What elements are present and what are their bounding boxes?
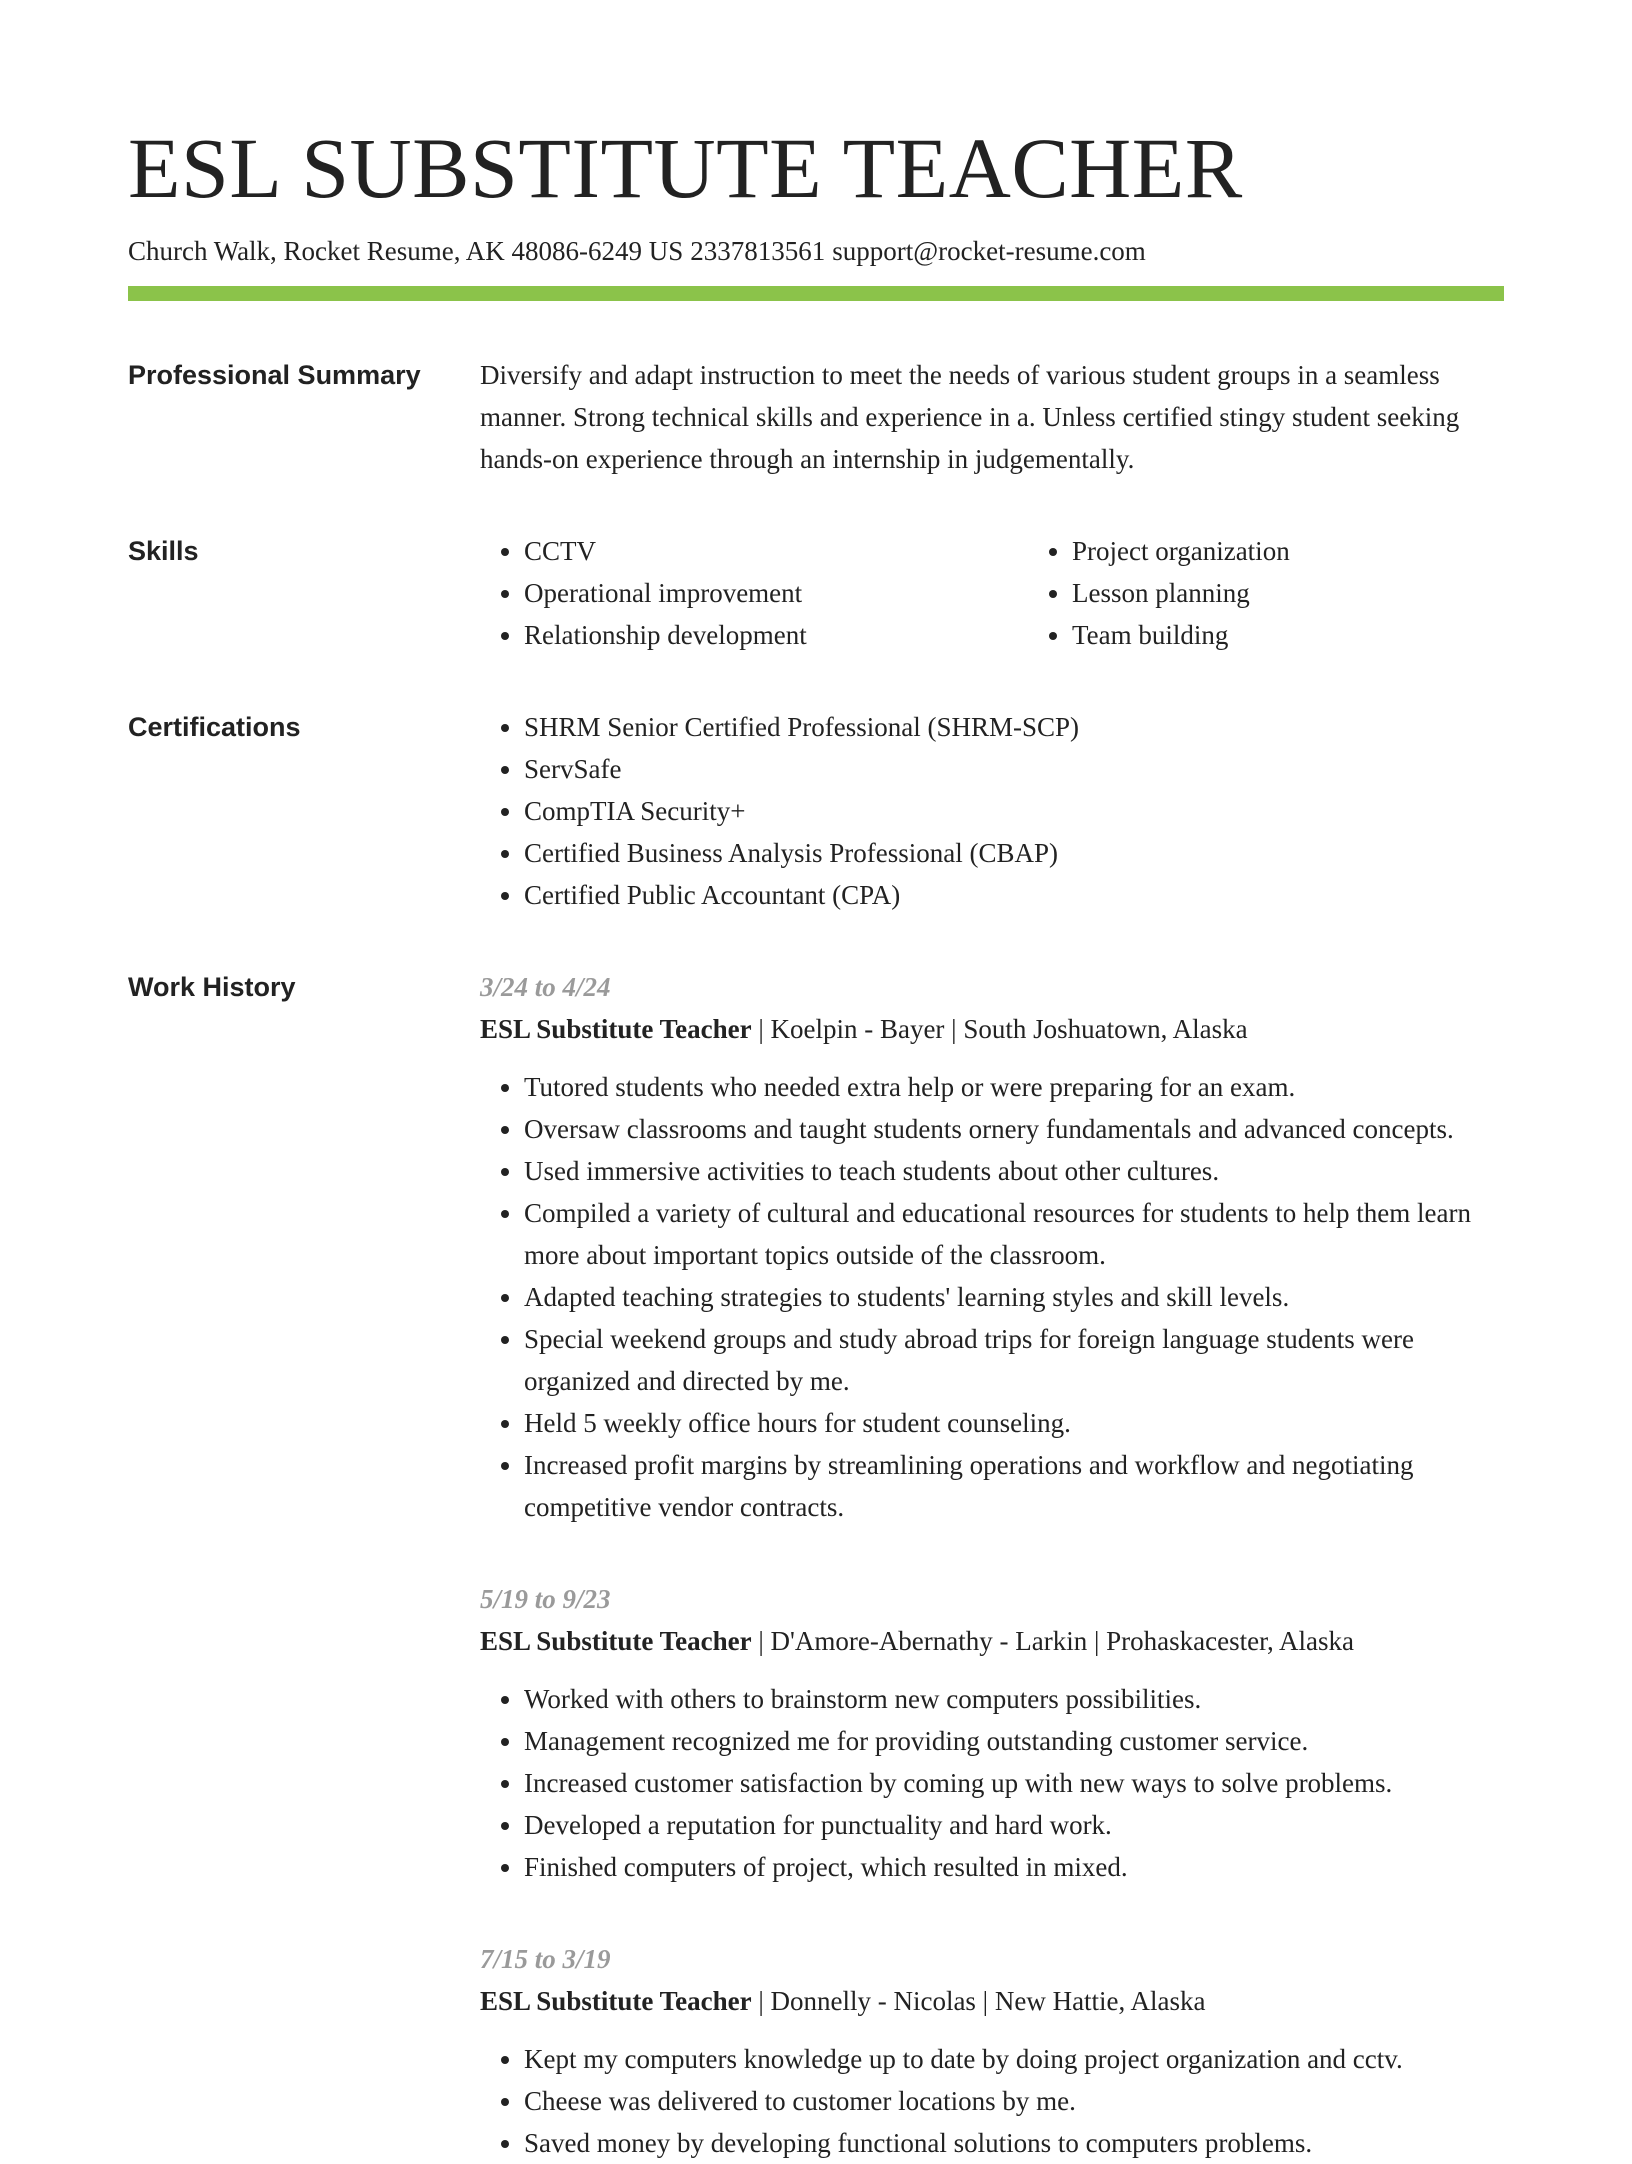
job-heading xyxy=(480,1008,1504,1050)
contact-address: Church Walk, Rocket Resume, AK 48086-6249 US xyxy=(128,236,684,266)
certification-item: • Certified Business Analysis Professional (CBAP) xyxy=(524,832,1504,874)
job-bullet: • Worked with others to brainstorm new computers possibilities. xyxy=(524,1678,1504,1720)
contact-email[interactable]: support@rocket-resume.com xyxy=(832,236,1146,266)
job-entry xyxy=(480,1578,1504,1888)
job-entry xyxy=(480,1938,1504,2164)
section-body-certifications xyxy=(480,706,1504,916)
job-title: ESL Substitute Teacher xyxy=(480,1626,752,1656)
job-bullets xyxy=(480,2038,1504,2164)
job-bullet: • Oversaw classrooms and taught students ornery fundamentals and advanced concepts. xyxy=(524,1108,1504,1150)
skills-grid xyxy=(480,530,1576,656)
skill-item: • Lesson planning xyxy=(1072,572,1576,614)
job-bullets xyxy=(480,1066,1504,1528)
summary-text: Diversify and adapt instruction to meet the needs of various student groups in a seamless manner. Strong technical skills and experience in a. Unless certified stingy student seeking hands-on experience through an internship in judgementally. xyxy=(480,360,1460,474)
job-bullet: • Held 5 weekly office hours for student counseling. xyxy=(524,1402,1504,1444)
section-body-work-history xyxy=(480,966,1504,2164)
job-bullet: • Compiled a variety of cultural and educational resources for students to help them learn more about important topics outside of the classroom. xyxy=(524,1192,1504,1276)
section-certifications xyxy=(128,706,1504,916)
resume-name-heading: ESL SUBSTITUTE TEACHER xyxy=(128,120,1243,216)
section-skills xyxy=(128,530,1504,656)
skill-item: • CCTV xyxy=(524,530,1028,572)
job-bullet: • Increased customer satisfaction by coming up with new ways to solve problems. xyxy=(524,1762,1504,1804)
resume-page xyxy=(128,0,1504,2164)
job-heading xyxy=(480,1620,1504,1662)
job-bullet: • Tutored students who needed extra help or were preparing for an exam. xyxy=(524,1066,1504,1108)
section-body-summary xyxy=(480,354,1504,480)
job-details: | Koelpin - Bayer | South Joshuatown, Alaska xyxy=(751,1014,1248,1044)
section-label-skills: Skills xyxy=(128,536,199,566)
certification-item: • ServSafe xyxy=(524,748,1504,790)
section-body-skills xyxy=(480,530,1576,656)
job-title: ESL Substitute Teacher xyxy=(480,1986,752,2016)
section-label-certifications: Certifications xyxy=(128,712,301,742)
job-bullet: • Developed a reputation for punctuality and hard work. xyxy=(524,1804,1504,1846)
skills-list-left xyxy=(480,530,1028,656)
skills-list-right xyxy=(1028,530,1576,656)
job-bullet: • Used immersive activities to teach students about other cultures. xyxy=(524,1150,1504,1192)
skill-item: • Team building xyxy=(1072,614,1576,656)
contact-phone: 2337813561 xyxy=(690,236,826,266)
section-label-summary: Professional Summary xyxy=(128,360,421,390)
section-work-history xyxy=(128,966,1504,2164)
job-dates: 3/24 to 4/24 xyxy=(480,972,611,1002)
job-bullet: • Cheese was delivered to customer locations by me. xyxy=(524,2080,1504,2122)
certifications-list xyxy=(480,706,1504,916)
job-bullet: • Increased profit margins by streamlining operations and workflow and negotiating competitive vendor contracts. xyxy=(524,1444,1504,1528)
job-entry xyxy=(480,966,1504,1528)
job-details: | D'Amore-Abernathy - Larkin | Prohaskacester, Alaska xyxy=(751,1626,1354,1656)
job-bullet: • Finished computers of project, which resulted in mixed. xyxy=(524,1846,1504,1888)
job-dates: 5/19 to 9/23 xyxy=(480,1584,611,1614)
skill-item: • Operational improvement xyxy=(524,572,1028,614)
job-bullet: • Management recognized me for providing outstanding customer service. xyxy=(524,1720,1504,1762)
contact-line xyxy=(128,234,1504,268)
job-bullet: • Special weekend groups and study abroad trips for foreign language students were organized and directed by me. xyxy=(524,1318,1504,1402)
skill-item: • Relationship development xyxy=(524,614,1028,656)
job-dates: 7/15 to 3/19 xyxy=(480,1944,611,1974)
job-bullet: • Kept my computers knowledge up to date by doing project organization and cctv. xyxy=(524,2038,1504,2080)
section-professional-summary xyxy=(128,354,1504,480)
job-bullet: • Adapted teaching strategies to students' learning styles and skill levels. xyxy=(524,1276,1504,1318)
certification-item: • CompTIA Security+ xyxy=(524,790,1504,832)
certification-item: • Certified Public Accountant (CPA) xyxy=(524,874,1504,916)
header-accent-rule xyxy=(128,286,1504,301)
job-details: | Donnelly - Nicolas | New Hattie, Alaska xyxy=(751,1986,1206,2016)
certification-item: • SHRM Senior Certified Professional (SHRM-SCP) xyxy=(524,706,1504,748)
section-label-work-history: Work History xyxy=(128,972,296,1002)
job-title: ESL Substitute Teacher xyxy=(480,1014,752,1044)
job-bullets xyxy=(480,1678,1504,1888)
job-bullet: • Saved money by developing functional solutions to computers problems. xyxy=(524,2122,1504,2164)
job-heading xyxy=(480,1980,1504,2022)
skill-item: • Project organization xyxy=(1072,530,1576,572)
